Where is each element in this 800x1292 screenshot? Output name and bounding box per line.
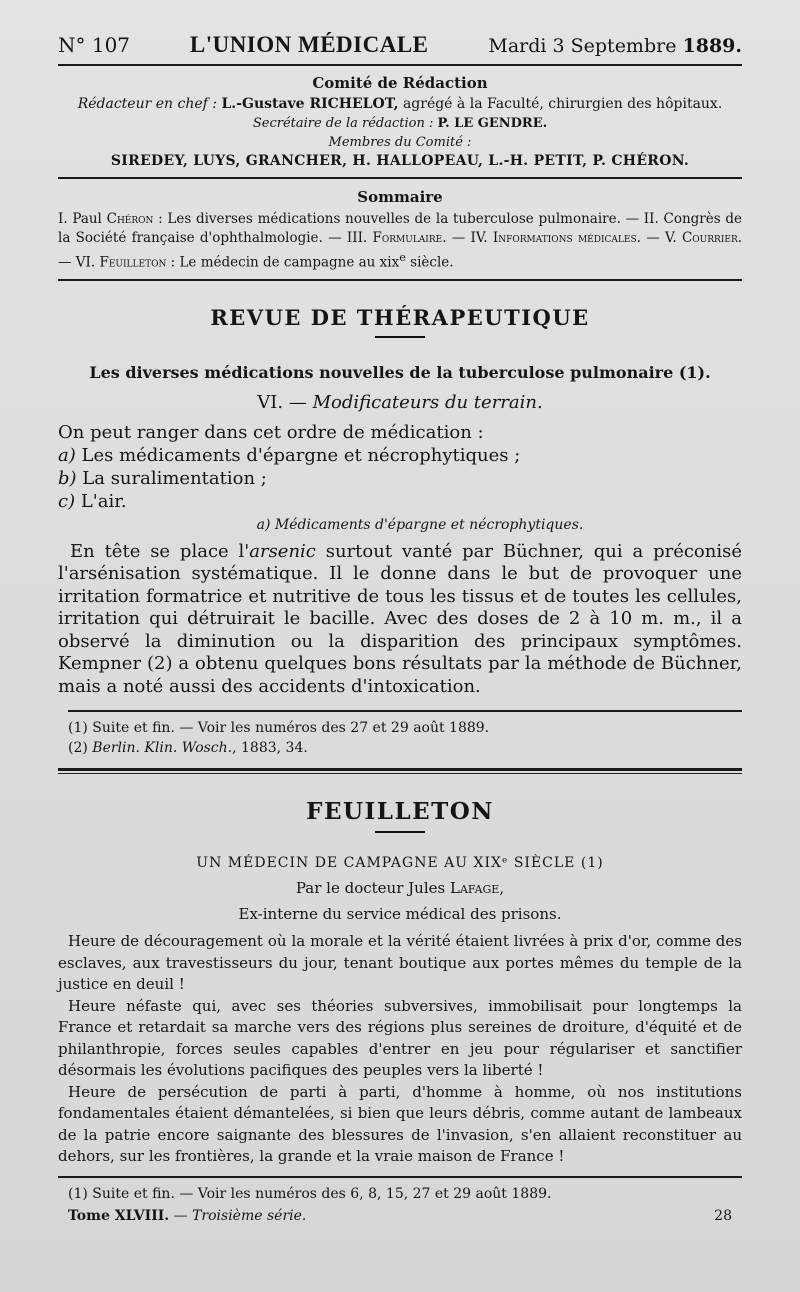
- ornament-rule: [375, 336, 425, 338]
- editor-line: Rédacteur en chef : L.-Gustave RICHELOT, agrégé à la Faculté, chirurgien des hôpitaux.: [77, 96, 723, 112]
- subhead-a: a) Médicaments d'épargne et nécrophytiques.: [256, 516, 584, 533]
- prose-paragraph: Heure de découragement où la morale et la vérité étaient livrées à prix d'or, comme des esclaves, aux travestisseurs du jour, tenant boutique aux portes mêmes du temple de la justice en deuil !: [58, 932, 742, 993]
- byline: Par le docteur Jules Lafage,: [295, 879, 505, 897]
- issue-number: N° 107: [58, 33, 131, 57]
- sommaire-rule: [58, 279, 742, 281]
- prose-paragraph: Heure néfaste qui, avec ses théories subversives, immobilisait pour longtemps la France et retardait sa marche vers des régions plus sereines de droiture, d'équité et de philanthropie, forces seules capables d'entrer en jeu pour régulariser et sanctifier désormais les évolutions pacifiques des peuples vers la liberté !: [58, 996, 742, 1079]
- list-item: b) La suralimentation ;: [58, 467, 267, 489]
- sommaire-title: Sommaire: [357, 188, 443, 206]
- sommaire-text: I. Paul Chéron : Les diverses médications nouvelles de la tuberculose pulmonaire. — II. Congrès de la Société française d'ophthalmologie. — III. Formulaire. — IV. Informations médicales. — V. Courrier. — VI. Feuilleton : Le médecin de campagne au xix$^e$ siècle.: [58, 211, 743, 271]
- subsection-title: VI. — Modificateurs du terrain.: [257, 391, 543, 413]
- members-list: SIREDEY, LUYS, GRANCHER, H. HALLOPEAU, L.-H. PETIT, P. CHÉRON.: [110, 153, 690, 169]
- prose-paragraph: Heure de persécution de parti à parti, d'homme à homme, où nos institutions fondamentales étaient démantelées, si bien que leurs débris, comme autant de lambeaux de la patrie encore saignante des blessures de l'invasion, s'en allaient reconstituer au dehors, sur les frontières, la grande et la vraie maison de France !: [58, 1082, 742, 1165]
- intro-line: On peut ranger dans cet ordre de médication :: [58, 421, 484, 443]
- footnote-2: (2) Berlin. Klin. Wosch., 1883, 34.: [68, 740, 308, 756]
- section-heading-feuilleton: FEUILLETON: [306, 798, 494, 825]
- story-title: UN MÉDECIN DE CAMPAGNE AU XIXᵉ SIÈCLE (1): [196, 855, 604, 871]
- list-item: a) Les médicaments d'épargne et nécrophytiques ;: [58, 444, 521, 466]
- footnote-1: (1) Suite et fin. — Voir les numéros des 27 et 29 août 1889.: [68, 720, 490, 736]
- affiliation: Ex-interne du service médical des prisons.: [238, 905, 562, 923]
- committee-rule: [58, 177, 742, 179]
- page-header: [58, 32, 742, 64]
- article-title: Les diverses médications nouvelles de la tuberculose pulmonaire (1).: [89, 362, 711, 382]
- footer-rule: [58, 1176, 742, 1178]
- members-label: Membres du Comité :: [328, 135, 472, 150]
- header-rule: [58, 64, 742, 66]
- ornament-rule: [375, 831, 425, 833]
- feuilleton-text: [58, 931, 742, 1168]
- footnotes: [68, 718, 742, 758]
- page-number: 28: [714, 1207, 732, 1224]
- secretary-line: Secrétaire de la rédaction : P. LE GENDRE.: [252, 116, 548, 131]
- issue-date: Mardi 3 Septembre 1889.: [488, 35, 742, 57]
- medication-list: [58, 444, 742, 513]
- notes-rule: [68, 710, 742, 712]
- list-item: c) L'air.: [58, 490, 127, 512]
- committee-title: Comité de Rédaction: [312, 74, 488, 92]
- feuilleton-footnote: (1) Suite et fin. — Voir les numéros des 6, 8, 15, 27 et 29 août 1889.: [68, 1185, 552, 1202]
- volume-info: Tome XLVIII. — Troisième série.: [68, 1207, 307, 1224]
- section-heading-revue: REVUE DE THÉRAPEUTIQUE: [210, 304, 590, 330]
- feuilleton-rule-thin: [58, 773, 742, 774]
- feuilleton-rule: [58, 768, 742, 771]
- page-footer: [68, 1208, 732, 1224]
- journal-title: L'UNION MÉDICALE: [189, 32, 429, 57]
- arsenic-paragraph: En tête se place l'arsenic surtout vanté par Büchner, qui a préconisé l'arsénisation systématique. Il le donne dans le but de provoquer une irritation formatrice et nutritive de tous les tissus et de toutes les cellules, irritation qui détruirait le bacille. Avec des doses de 2 à 10 m. m., il a observé la diminution ou la disparition des principaux symptômes. Kempner (2) a obtenu quelques bons résultats par la méthode de Büchner, mais a noté aussi des accidents d'intoxication.: [58, 540, 743, 697]
